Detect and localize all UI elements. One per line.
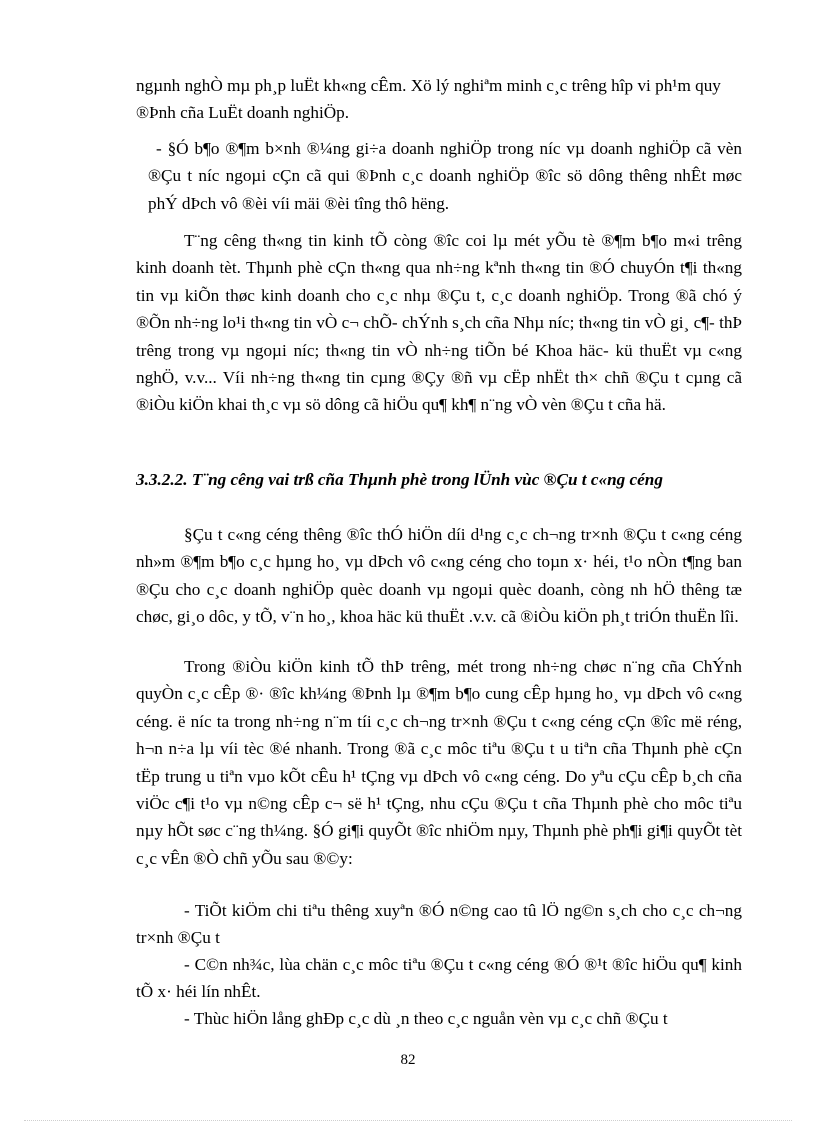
paragraph-bullet-saving: - TiÕt kiÖm chi tiªu thêng xuyªn ®Ó n©ng cao tû lÖ ng©n s¸ch cho c¸c ch¬ng tr×nh ®Çu t [136,901,742,948]
page-bottom-divider [24,1120,792,1121]
page-number: 82 [400,1052,416,1068]
paragraph-public-investment: §Çu t c«ng céng thêng ®îc thÓ hiÖn díi d¹ng c¸c ch¬ng tr×nh ®Çu t c«ng céng nh»m ®¶m b¶o c¸c hµng ho¸ vµ dÞch vô c«ng céng cho toµn x· héi, t¹o nÒn t¶ng ban ®Çu cho c¸c doanh nghiÖp quèc doanh vµ ngoµi quèc doanh, còng nh hÖ thêng tæ chøc, gi¸o dôc, y tÕ, v¨n ho¸, khoa häc kü thuËt .v.v. cã ®iÒu kiÖn ph¸t triÓn thuËn lîi. [136,525,742,627]
paragraph-bullet-integration: - Thùc hiÖn lång ghÐp c¸c dù ¸n theo c¸c nguån vèn vµ c¸c chñ ®Çu t [184,1009,668,1028]
paragraph-information: T¨ng cêng th«ng tin kinh tÕ còng ®îc coi lµ mét yÕu tè ®¶m b¶o m«i trêng kinh doanh tèt. Thµnh phè cÇn th«ng qua nh÷ng kªnh th«ng tin ®Ó chuyÓn t¶i th«ng tin vµ kiÕn thøc kinh doanh cho c¸c nhµ ®Çu t, c¸c doanh nghiÖp. Trong ®ã chó ý ®Õn nh÷ng lo¹i th«ng tin vÒ c¬ chÕ- chÝnh s¸ch cña Nhµ níc; th«ng tin vÒ gi¸ c¶- thÞ trêng trong vµ ngoµi níc; th«ng tin vÒ nh÷ng tiÕn bé Khoa häc- kü thuËt vµ c«ng nghÖ, v.v... Víi nh÷ng th«ng tin cµng ®Çy ®ñ vµ cËp nhËt th× chñ ®Çu t cµng cã ®iÒu kiÖn khai th¸c vµ sö dông cã hiÖu qu¶ kh¶ n¨ng vÒ vèn ®Çu t cña hä. [136,231,742,415]
paragraph-continuation: ngµnh nghÒ mµ ph¸p luËt kh«ng cÊm. Xö lý nghiªm minh c¸c trêng hîp vi ph¹m quy ®Þnh cña LuËt doanh nghiÖp. [136,76,721,123]
paragraph-bullet-selection: - C©n nh¾c, lùa chän c¸c môc tiªu ®Çu t c«ng céng ®Ó ®¹t ®îc hiÖu qu¶ kinh tÕ x· héi lín nhÊt. [136,955,742,1002]
section-heading: 3.3.2.2. T¨ng cêng vai trß cña Thµnh phè trong lÜnh vùc ®Çu t c«ng céng [136,470,663,489]
paragraph-market-economy: Trong ®iÒu kiÖn kinh tÕ thÞ trêng, mét trong nh÷ng chøc n¨ng cña ChÝnh quyÒn c¸c cÊp ®· ®îc kh¼ng ®Þnh lµ ®¶m b¶o cung cÊp hµng ho¸ vµ dÞch vô c«ng céng. ë níc ta trong nh÷ng n¨m tíi c¸c ch¬ng tr×nh ®Çu t c«ng céng cÇn ®îc më réng, h¬n n÷a lµ víi tèc ®é nhanh. Trong ®ã c¸c môc tiªu ®Çu t u tiªn cña Thµnh phè cÇn tËp trung u tiªn vµo kÕt cÊu h¹ tÇng vµ dÞch vô c«ng céng. Do yªu cÇu cÊp b¸ch cña viÖc c¶i t¹o vµ n©ng cÊp c¬ së h¹ tÇng, nhu cÇu ®Çu t cña Thµnh phè cho môc tiªu nµy hÕt søc c¨ng th¼ng. §Ó gi¶i quyÕt ®îc nhiÖm nµy, Thµnh phè ph¶i gi¶i quyÕt tèt c¸c vÊn ®Ò chñ yÕu sau ®©y: [136,657,742,868]
paragraph-bullet-equality: - §Ó b¶o ®¶m b×nh ®¼ng gi÷a doanh nghiÖp trong níc vµ doanh nghiÖp cã vèn ®Çu t níc ngoµi cÇn cã qui ®Þnh c¸c doanh nghiÖp ®îc sö dông thêng nhÊt møc phÝ dÞch vô ®èi víi mäi ®èi tîng thô hëng. [148,139,742,213]
